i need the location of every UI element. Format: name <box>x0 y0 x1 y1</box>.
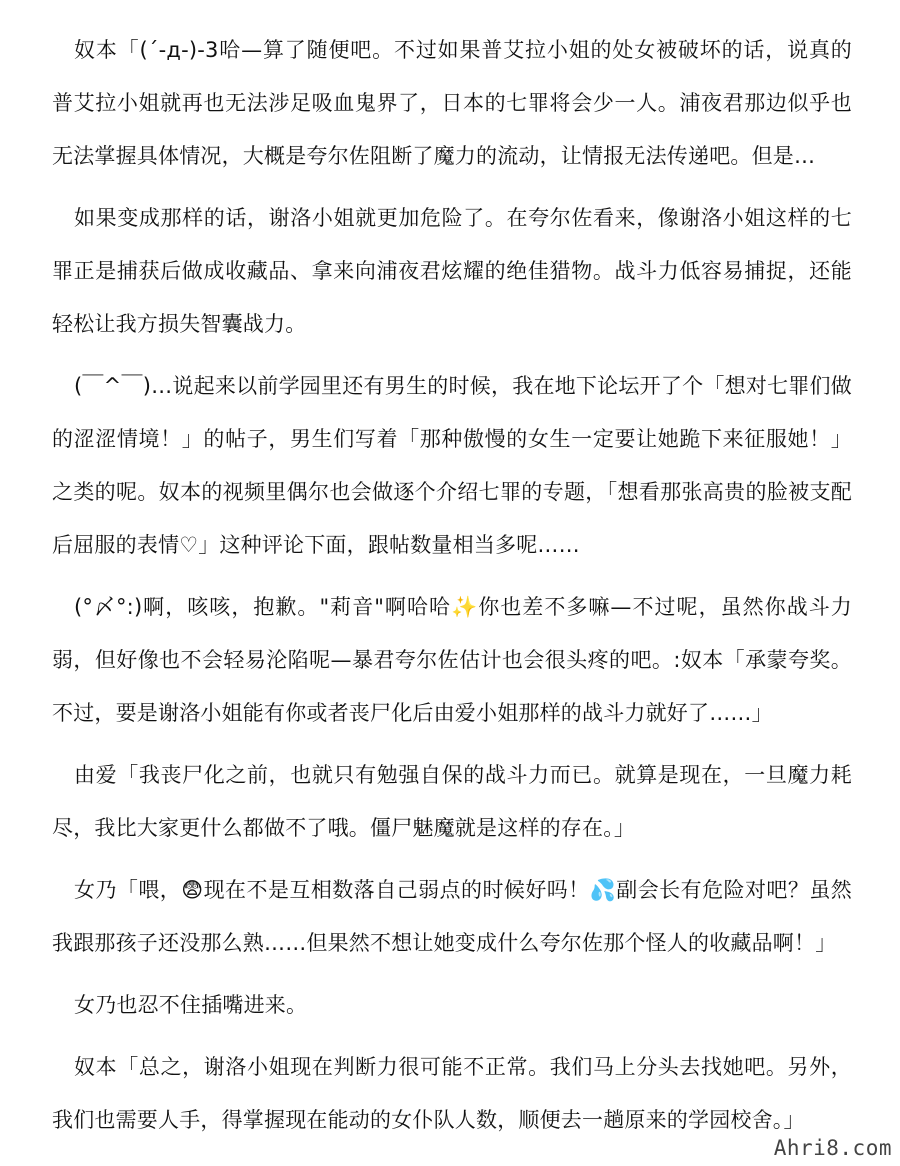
site-watermark: Ahri8.com <box>773 1136 892 1160</box>
paragraph-7: 女乃也忍不住插嘴进来。 <box>74 993 308 1017</box>
paragraph-4: (°〆°:)啊，咳咳，抱歉。"莉音"啊哈哈✨你也差不多嘛—不过呢，虽然你战斗力弱，但好像也不会轻易沦陷呢—暴君夸尔佐估计也会很头疼的吧。:奴本「承蒙夸奖。不过，要是谢洛小姐能有你或者丧尸化后由爱小姐那样的战斗力就好了……」 <box>52 595 852 725</box>
paragraph-1: 奴本「(´-д-)-3哈—算了随便吧。不过如果普艾拉小姐的处女被破坏的话，说真的普艾拉小姐就再也无法涉足吸血鬼界了，日本的七罪将会少一人。浦夜君那边似乎也无法掌握具体情况，大概是夸尔佐阻断了魔力的流动，让情报无法传递吧。但是… <box>52 38 852 168</box>
document-body <box>52 24 852 1156</box>
paragraph-3: (￣^￣)…说起来以前学园里还有男生的时候，我在地下论坛开了个「想对七罪们做的涩涩情境！」的帖子，男生们写着「那种傲慢的女生一定要让她跪下来征服她！」之类的呢。奴本的视频里偶尔也会做逐个介绍七罪的专题，「想看那张高贵的脸被支配后屈服的表情♡」这种评论下面，跟帖数量相当多呢…… <box>52 374 852 557</box>
paragraph-5: 由爱「我丧尸化之前，也就只有勉强自保的战斗力而已。就算是现在，一旦魔力耗尽，我比大家更什么都做不了哦。僵尸魅魔就是这样的存在。」 <box>52 763 852 840</box>
paragraph-2: 如果变成那样的话，谢洛小姐就更加危险了。在夸尔佐看来，像谢洛小姐这样的七罪正是捕获后做成收藏品、拿来向浦夜君炫耀的绝佳猎物。战斗力低容易捕捉，还能轻松让我方损失智囊战力。 <box>52 206 852 336</box>
paragraph-6: 女乃「喂，😨现在不是互相数落自己弱点的时候好吗！💦副会长有危险对吧？虽然我跟那孩子还没那么熟……但果然不想让她变成什么夸尔佐那个怪人的收藏品啊！」 <box>52 878 852 955</box>
paragraph-8: 奴本「总之，谢洛小姐现在判断力很可能不正常。我们马上分头去找她吧。另外，我们也需要人手，得掌握现在能动的女仆队人数，顺便去一趟原来的学园校舍。」 <box>52 1055 852 1132</box>
